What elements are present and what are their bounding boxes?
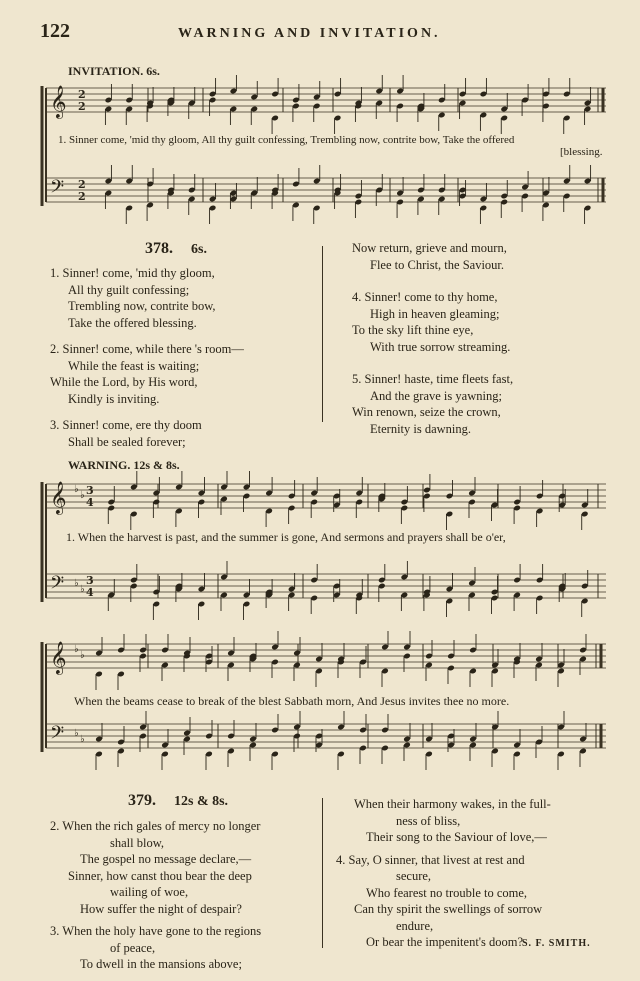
stanza-line: Who fearest no trouble to come, bbox=[366, 885, 528, 900]
hymn-meter: 12s & 8s. bbox=[174, 794, 229, 809]
svg-text:4: 4 bbox=[86, 586, 94, 599]
tune-label-invitation: INVITATION. 6s. bbox=[68, 64, 160, 78]
flat-icon: ♭ bbox=[80, 650, 85, 661]
svg-text:2: 2 bbox=[78, 88, 86, 101]
treble-clef-icon: 𝄞 bbox=[50, 641, 67, 674]
lyric-warning-2: When the beams cease to break of the blest Sabbath morn, And Jesus invites thee no more. bbox=[74, 694, 510, 708]
treble-clef-icon: 𝄞 bbox=[50, 85, 67, 118]
stanza-line: High in heaven gleaming; bbox=[370, 306, 500, 321]
hymn-number: 379. bbox=[128, 792, 156, 809]
flat-icon: ♭ bbox=[74, 728, 79, 739]
stanza-line: 1. Sinner! come, 'mid thy gloom, bbox=[50, 266, 215, 280]
stanza-line: When their harmony wakes, in the full- bbox=[354, 797, 551, 811]
hymn-378-heading bbox=[145, 240, 207, 258]
stanza-line: While the Lord, by His word, bbox=[50, 375, 198, 389]
hymn-379-heading bbox=[128, 792, 228, 810]
stanza-line: 3. Sinner! come, ere thy doom bbox=[50, 418, 202, 432]
hymn-379-left-column bbox=[50, 818, 322, 973]
hymn-378-left-column bbox=[50, 265, 244, 450]
hymn-number: 378. bbox=[145, 240, 173, 257]
svg-text:3: 3 bbox=[86, 574, 94, 587]
stanza-line: shall blow, bbox=[110, 835, 165, 850]
stanza-line: 4. Sinner! come to thy home, bbox=[352, 290, 498, 304]
flat-icon: ♭ bbox=[74, 578, 79, 589]
tune-label-warning: WARNING. 12s & 8s. bbox=[68, 458, 180, 472]
flat-icon: ♭ bbox=[80, 490, 85, 501]
stanza-line: 2. Sinner! come, while there 's room— bbox=[50, 342, 244, 356]
flat-icon: ♭ bbox=[80, 734, 85, 745]
flat-icon: ♭ bbox=[74, 484, 79, 495]
svg-text:2: 2 bbox=[78, 100, 86, 113]
page-header-title: WARNING AND INVITATION. bbox=[178, 26, 441, 41]
stanza-line: of peace, bbox=[110, 940, 156, 955]
hymn-author: S. F. SMITH. bbox=[522, 938, 591, 949]
stanza-line: While the feast is waiting; bbox=[68, 358, 200, 373]
stanza-line: Can thy spirit the swellings of sorrow bbox=[354, 902, 543, 916]
stanza-line: To dwell in the mansions above; bbox=[80, 957, 242, 971]
svg-text:2: 2 bbox=[78, 178, 86, 191]
column-divider bbox=[322, 798, 323, 948]
bass-staff bbox=[46, 574, 606, 598]
stanza-line: Take the offered blessing. bbox=[68, 315, 197, 330]
stanza-line: The gospel no message declare,— bbox=[80, 852, 252, 866]
stanza-line: Or bear the impenitent's doom? bbox=[366, 935, 524, 949]
stanza-line: Shall be sealed forever; bbox=[68, 434, 186, 449]
stanza-line: Eternity is dawning. bbox=[370, 421, 472, 436]
hymn-meter: 6s. bbox=[191, 242, 207, 257]
treble-staff bbox=[46, 484, 606, 508]
hymn-378-right-column bbox=[352, 240, 513, 437]
stanza-line: ness of bliss, bbox=[396, 813, 461, 828]
lyric-invitation: 1. Sinner come, 'mid thy gloom, All thy guilt confessing, Trembling now, contrite bow, Take the offered bbox=[58, 134, 515, 146]
stanza-line: Flee to Christ, the Saviour. bbox=[370, 257, 505, 272]
stanza-line: endure, bbox=[396, 918, 434, 933]
stanza-line: Kindly is inviting. bbox=[68, 391, 160, 406]
bar-lines bbox=[42, 86, 603, 206]
lyric-warning-1: 1. When the harvest is past, and the summer is gone, And sermons and prayers shall be o'er, bbox=[66, 530, 506, 544]
stanza-line: To the sky lift thine eye, bbox=[352, 323, 474, 337]
svg-text:4: 4 bbox=[86, 496, 94, 509]
hymn-379-right-column bbox=[336, 796, 551, 951]
bass-clef-icon: 𝄢 bbox=[50, 177, 65, 202]
treble-clef-icon: 𝄞 bbox=[50, 481, 67, 514]
flat-icon: ♭ bbox=[74, 644, 79, 655]
stanza-line: With true sorrow streaming. bbox=[370, 339, 511, 354]
bass-staff bbox=[46, 724, 606, 748]
lyric-invitation-cont: [blessing. bbox=[560, 146, 603, 158]
stanza-line: Trembling now, contrite bow, bbox=[68, 299, 216, 313]
svg-text:3: 3 bbox=[86, 484, 94, 497]
svg-text:2: 2 bbox=[78, 190, 86, 203]
stanza-line: 2. When the rich gales of mercy no longer bbox=[50, 819, 261, 833]
page-number: 122 bbox=[40, 20, 70, 42]
column-divider bbox=[322, 246, 323, 422]
bass-clef-icon: 𝄢 bbox=[50, 723, 65, 748]
stanza-line: 3. When the holy have gone to the regions bbox=[50, 924, 262, 938]
treble-staff bbox=[46, 644, 606, 668]
stanza-line: Win renown, seize the crown, bbox=[352, 405, 501, 419]
stanza-line: Now return, grieve and mourn, bbox=[352, 241, 507, 255]
stanza-line: And the grave is yawning; bbox=[370, 388, 502, 403]
stanza-line: wailing of woe, bbox=[110, 885, 189, 899]
stanza-line: Their song to the Saviour of love,— bbox=[366, 830, 547, 844]
stanza-line: secure, bbox=[396, 869, 432, 883]
music-system-invitation bbox=[38, 82, 610, 217]
flat-icon: ♭ bbox=[80, 584, 85, 595]
bass-clef-icon: 𝄢 bbox=[50, 573, 65, 598]
stanza-line: Sinner, how canst thou bear the deep bbox=[68, 868, 252, 883]
stanza-line: All thy guilt confessing; bbox=[68, 282, 190, 297]
stanza-line: 4. Say, O sinner, that livest at rest and bbox=[336, 852, 525, 867]
stanza-line: 5. Sinner! haste, time fleets fast, bbox=[352, 372, 514, 386]
stanza-line: How suffer the night of despair? bbox=[80, 901, 242, 916]
